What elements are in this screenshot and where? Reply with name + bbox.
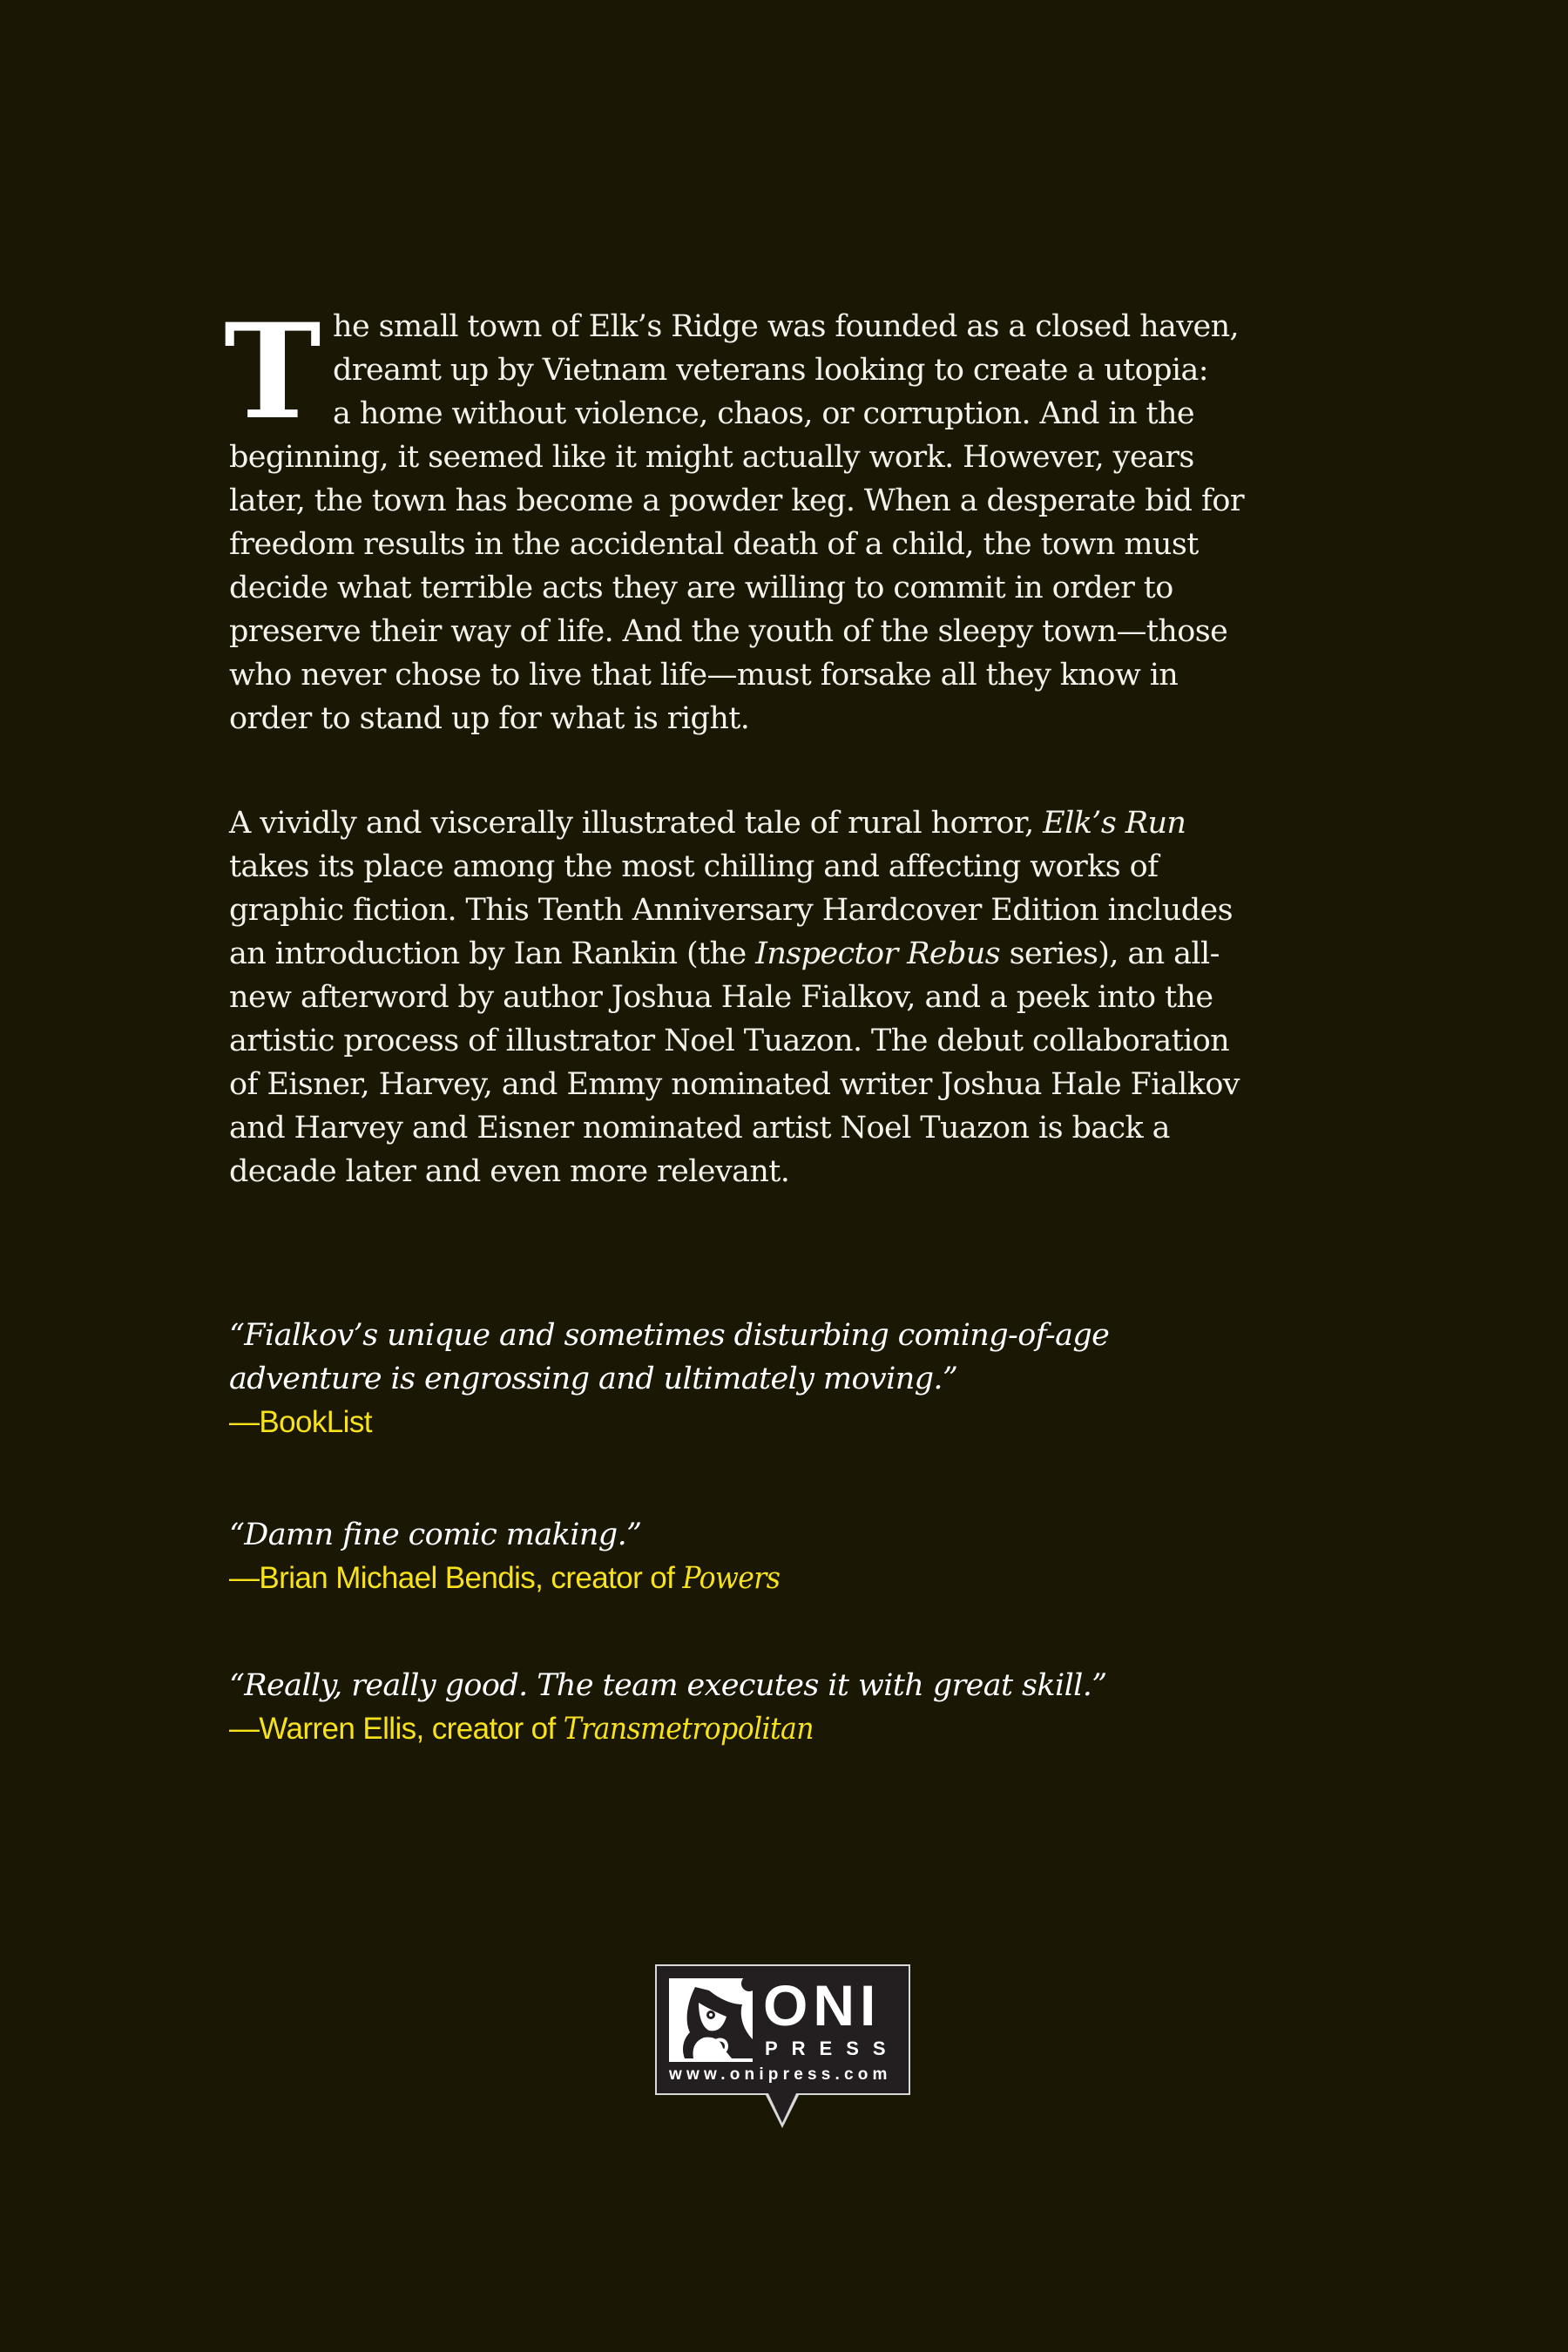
synopsis-paragraph-2 bbox=[229, 801, 1362, 1193]
text-line: decide what terrible acts they are willing to commit in order to bbox=[229, 571, 1173, 605]
book-title: Elk’s Run bbox=[1043, 806, 1186, 841]
text-line: takes its place among the most chilling and affecting works of bbox=[229, 849, 1159, 884]
attribution-text: —Warren Ellis, creator of bbox=[229, 1712, 564, 1746]
blurb-attribution: —BookList bbox=[229, 1405, 372, 1439]
text-line: dreamt up by Vietnam veterans looking to create a utopia: bbox=[333, 353, 1208, 388]
drop-cap: T bbox=[224, 295, 321, 449]
text-segment: A vividly and viscerally illustrated tale of rural horror, bbox=[229, 806, 1044, 841]
blurb-attribution bbox=[229, 1557, 780, 1600]
blurb-ellis bbox=[229, 1664, 1107, 1751]
text-line: decade later and even more relevant. bbox=[229, 1154, 790, 1189]
attribution-work: Powers bbox=[682, 1561, 781, 1596]
blurb-bendis bbox=[229, 1513, 780, 1600]
blurb-quote-line: adventure is engrossing and ultimately moving.” bbox=[229, 1362, 958, 1396]
text-line: preserve their way of life. And the youth of the sleepy town—those bbox=[229, 614, 1228, 649]
text-segment: series), an all- bbox=[1000, 936, 1220, 971]
logo-speech-tail-fill bbox=[767, 2092, 797, 2123]
publisher-logo bbox=[655, 1964, 910, 2095]
text-line bbox=[229, 932, 1362, 976]
text-line: freedom results in the accidental death of a child, the town must bbox=[229, 527, 1199, 562]
text-line bbox=[229, 801, 1362, 845]
blurb-quote-line: “Really, really good. The team executes it with great skill.” bbox=[229, 1668, 1107, 1703]
blurb-booklist bbox=[229, 1314, 1109, 1444]
text-line: graphic fiction. This Tenth Anniversary Hardcover Edition includes bbox=[229, 893, 1233, 928]
text-line: who never chose to live that life—must forsake all they know in bbox=[229, 658, 1179, 693]
logo-wordmark: ONI bbox=[763, 1973, 882, 2038]
publisher-url: www.onipress.com bbox=[669, 2065, 892, 2084]
blurb-attribution bbox=[229, 1707, 1107, 1751]
text-line: and Harvey and Eisner nominated artist Noel Tuazon is back a bbox=[229, 1111, 1170, 1146]
text-line: order to stand up for what is right. bbox=[229, 701, 750, 736]
series-title: Inspector Rebus bbox=[755, 936, 1001, 971]
attribution-text: —Brian Michael Bendis, creator of bbox=[229, 1561, 683, 1595]
logo-subname: PRESS bbox=[765, 2038, 900, 2059]
synopsis-paragraph-1 bbox=[224, 295, 1362, 740]
oni-mask-icon bbox=[669, 1978, 753, 2062]
text-line: a home without violence, chaos, or corruption. And in the bbox=[333, 396, 1195, 431]
text-segment: an introduction by Ian Rankin (the bbox=[229, 936, 756, 971]
text-line: new afterword by author Joshua Hale Fialkov, and a peek into the bbox=[229, 980, 1213, 1015]
attribution-work: Transmetropolitan bbox=[563, 1712, 814, 1747]
text-line: beginning, it seemed like it might actually work. However, years bbox=[229, 440, 1194, 475]
text-line: artistic process of illustrator Noel Tuazon. The debut collaboration bbox=[229, 1024, 1230, 1058]
blurb-quote-line: “Damn fine comic making.” bbox=[229, 1517, 642, 1552]
text-line: later, the town has become a powder keg. When a desperate bid for bbox=[229, 483, 1244, 518]
text-line: of Eisner, Harvey, and Emmy nominated writer Joshua Hale Fialkov bbox=[229, 1067, 1240, 1102]
blurb-quote-line: “Fialkov’s unique and sometimes disturbing coming-of-age bbox=[229, 1318, 1110, 1353]
text-line: he small town of Elk’s Ridge was founded as a closed haven, bbox=[333, 309, 1240, 344]
